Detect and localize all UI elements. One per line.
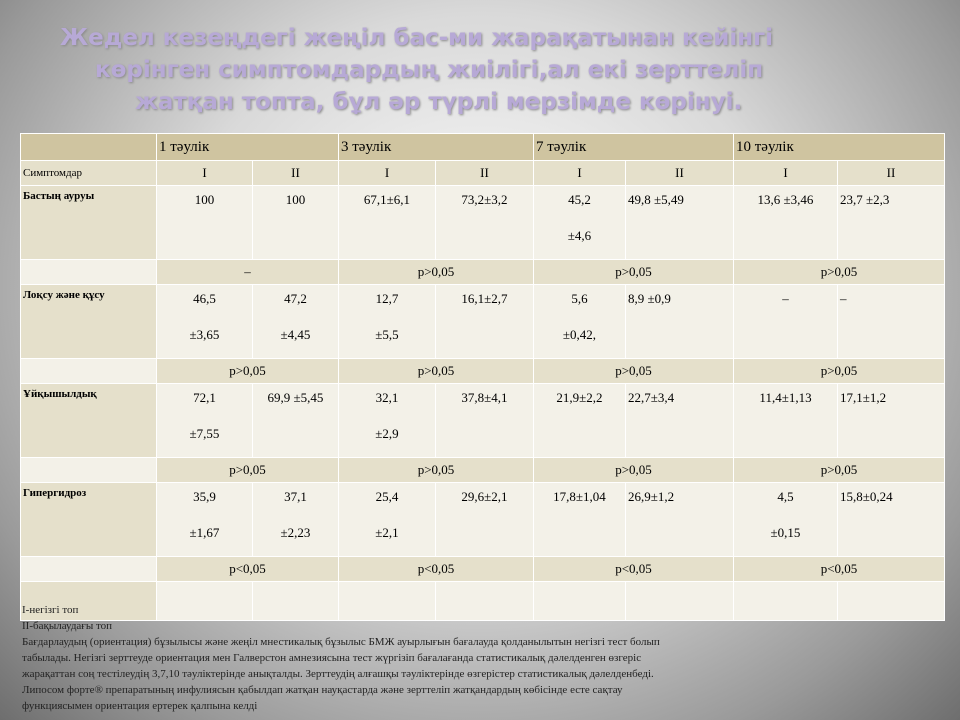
value-cell — [339, 186, 436, 260]
symptom-row — [21, 384, 945, 458]
period-header: 3 тәулік — [339, 134, 534, 161]
p-value-row — [21, 557, 945, 582]
value-deviation: ±4,45 — [280, 327, 311, 342]
title-line-2: көрінген симптомдардың жиілігі,ал екі зерттеліп — [95, 57, 764, 83]
symptom-row — [21, 186, 945, 260]
value-main: 8,9 ±0,9 — [628, 291, 671, 306]
footnote-line: Бағдарлаудың (ориентация) бұзылысы және жеңіл мнестикалық бұзылыс БМЖ ауырлығын бағалауда қолданылытын негізгі тест болып — [22, 636, 660, 648]
value-main: 32,1 — [375, 390, 399, 405]
table-body — [21, 186, 945, 582]
value-main: 73,2±3,2 — [461, 192, 508, 207]
group-header-row — [21, 161, 945, 186]
value-main: 29,6±2,1 — [461, 489, 508, 504]
value-cell — [534, 186, 626, 260]
header-corner — [21, 134, 157, 161]
value-main: 17,1±1,2 — [840, 390, 887, 405]
value-main: 100 — [194, 192, 215, 207]
value-main: 13,6 ±3,46 — [757, 192, 814, 207]
period-header-row — [21, 134, 945, 161]
value-cell — [436, 186, 534, 260]
value-main: 100 — [285, 192, 306, 207]
value-cell — [734, 384, 838, 458]
value-cell — [838, 186, 945, 260]
value-deviation: ±2,1 — [375, 525, 399, 540]
value-cell — [626, 186, 734, 260]
value-main: 26,9±1,2 — [628, 489, 675, 504]
value-cell — [339, 384, 436, 458]
p-value-spacer — [21, 359, 157, 384]
value-main: 47,2 — [284, 291, 307, 306]
footnote-line: жарақаттан соң тестілеудің 3,7,10 тәуліктерінде анықталды. Зерттеудің алғашқы тәуліктерінде өзгерістер статистикалық дәлелденбеді. — [22, 668, 654, 680]
symptom-row — [21, 483, 945, 557]
value-cell — [734, 285, 838, 359]
value-deviation: ±0,15 — [770, 525, 801, 540]
value-cell — [626, 483, 734, 557]
value-main: 11,4±1,13 — [759, 390, 812, 405]
footnote-line: Липосом форте® препаратының инфулиясын қабылдап жатқан науқастарда және зерттеліп жатқандардың көбісінде есте сақтау — [22, 684, 623, 696]
p-value: p>0,05 — [339, 458, 534, 483]
value-cell — [253, 186, 339, 260]
value-main: 46,5 — [193, 291, 216, 306]
footnote-line: функциясымен ориентация ертерек қалпына келді — [22, 700, 258, 712]
value-deviation: ±2,9 — [375, 426, 399, 441]
p-value: p>0,05 — [157, 458, 339, 483]
value-main: 22,7±3,4 — [628, 390, 675, 405]
value-deviation: ±4,6 — [567, 228, 592, 243]
value-main: 25,4 — [375, 489, 399, 504]
group-header: I — [534, 161, 626, 186]
p-value-row — [21, 458, 945, 483]
value-cell — [157, 186, 253, 260]
p-value: p<0,05 — [734, 557, 945, 582]
symptom-label: Бастың ауруы — [21, 186, 157, 260]
value-main: 15,8±0,24 — [840, 489, 893, 504]
value-deviation: ±2,23 — [280, 525, 311, 540]
value-cell — [838, 285, 945, 359]
footnote-line: II-бақылаудағы топ — [22, 620, 113, 632]
p-value: p>0,05 — [534, 260, 734, 285]
footnote-line: табылады. Негізгі зерттеуде ориентация мен Галверстон амнезиясына тест жүргізіп бағалағанда статистикалық дәлелденген өзгеріс — [22, 652, 642, 664]
value-cell — [339, 483, 436, 557]
p-value: p<0,05 — [534, 557, 734, 582]
value-main: – — [840, 291, 847, 306]
value-main: 17,8±1,04 — [553, 489, 606, 504]
group-header: II — [436, 161, 534, 186]
value-main: 37,1 — [284, 489, 307, 504]
value-deviation: ±1,67 — [189, 525, 220, 540]
value-cell — [157, 483, 253, 557]
period-header: 1 тәулік — [157, 134, 339, 161]
value-cell — [838, 483, 945, 557]
value-cell — [436, 285, 534, 359]
value-main: 69,9 ±5,45 — [267, 390, 324, 405]
value-cell — [253, 285, 339, 359]
value-main: 49,8 ±5,49 — [628, 192, 684, 207]
symptoms-table — [20, 133, 945, 621]
p-value: p>0,05 — [339, 260, 534, 285]
value-cell — [734, 186, 838, 260]
value-cell — [534, 285, 626, 359]
value-main: 4,5 — [777, 489, 794, 504]
slide-title — [40, 22, 920, 118]
value-cell — [253, 483, 339, 557]
value-deviation: ±3,65 — [189, 327, 220, 342]
value-deviation: ±7,55 — [189, 426, 220, 441]
group-header: II — [838, 161, 945, 186]
value-main: 16,1±2,7 — [461, 291, 508, 306]
footnote-line: I-негізгі топ — [22, 604, 79, 616]
value-main: 21,9±2,2 — [556, 390, 603, 405]
p-value: p>0,05 — [339, 359, 534, 384]
group-header: I — [339, 161, 436, 186]
value-cell — [534, 483, 626, 557]
value-cell — [157, 384, 253, 458]
symptom-label: Гипергидроз — [21, 483, 157, 557]
value-main: 5,6 — [571, 291, 588, 306]
value-deviation: ±5,5 — [375, 327, 399, 342]
p-value: p>0,05 — [534, 359, 734, 384]
p-value: p>0,05 — [734, 458, 945, 483]
value-main: 67,1±6,1 — [363, 192, 411, 207]
symptom-label: Лоқсу және құсу — [21, 285, 157, 359]
p-value: p>0,05 — [157, 359, 339, 384]
value-deviation: ±0,42, — [562, 327, 597, 342]
title-line-3: жатқан топта, бұл әр түрлі мерзімде көрінуі. — [135, 89, 743, 115]
p-value-spacer — [21, 557, 157, 582]
value-main: 72,1 — [193, 390, 216, 405]
group-header: I — [734, 161, 838, 186]
value-main: 37,8±4,1 — [461, 390, 508, 405]
p-value: p>0,05 — [534, 458, 734, 483]
value-main: 45,2 — [568, 192, 591, 207]
value-main: 12,7 — [375, 291, 399, 306]
value-cell — [436, 483, 534, 557]
value-cell — [339, 285, 436, 359]
value-cell — [626, 384, 734, 458]
p-value: p>0,05 — [734, 359, 945, 384]
symptom-row — [21, 285, 945, 359]
p-value-spacer — [21, 458, 157, 483]
value-cell — [534, 384, 626, 458]
value-cell — [157, 285, 253, 359]
value-cell — [626, 285, 734, 359]
title-line-1: Жедел кезеңдегі жеңіл бас-ми жарақатынан кейінгі — [60, 25, 774, 51]
p-value: p<0,05 — [339, 557, 534, 582]
p-value: p>0,05 — [734, 260, 945, 285]
period-header: 7 тәулік — [534, 134, 734, 161]
value-main: – — [782, 291, 789, 306]
value-cell — [253, 384, 339, 458]
p-value-spacer — [21, 260, 157, 285]
value-cell — [838, 384, 945, 458]
symptoms-label: Симптомдар — [21, 161, 157, 186]
p-value-row — [21, 359, 945, 384]
value-main: 23,7 ±2,3 — [840, 192, 890, 207]
value-main: 35,9 — [193, 489, 216, 504]
p-value: – — [157, 260, 339, 285]
p-value: p<0,05 — [157, 557, 339, 582]
symptom-label: Ұйқышылдық — [21, 384, 157, 458]
p-value-row — [21, 260, 945, 285]
value-cell — [436, 384, 534, 458]
period-header: 10 тәулік — [734, 134, 945, 161]
value-cell — [734, 483, 838, 557]
footnotes — [22, 602, 942, 714]
group-header: II — [253, 161, 339, 186]
group-header: I — [157, 161, 253, 186]
group-header: II — [626, 161, 734, 186]
